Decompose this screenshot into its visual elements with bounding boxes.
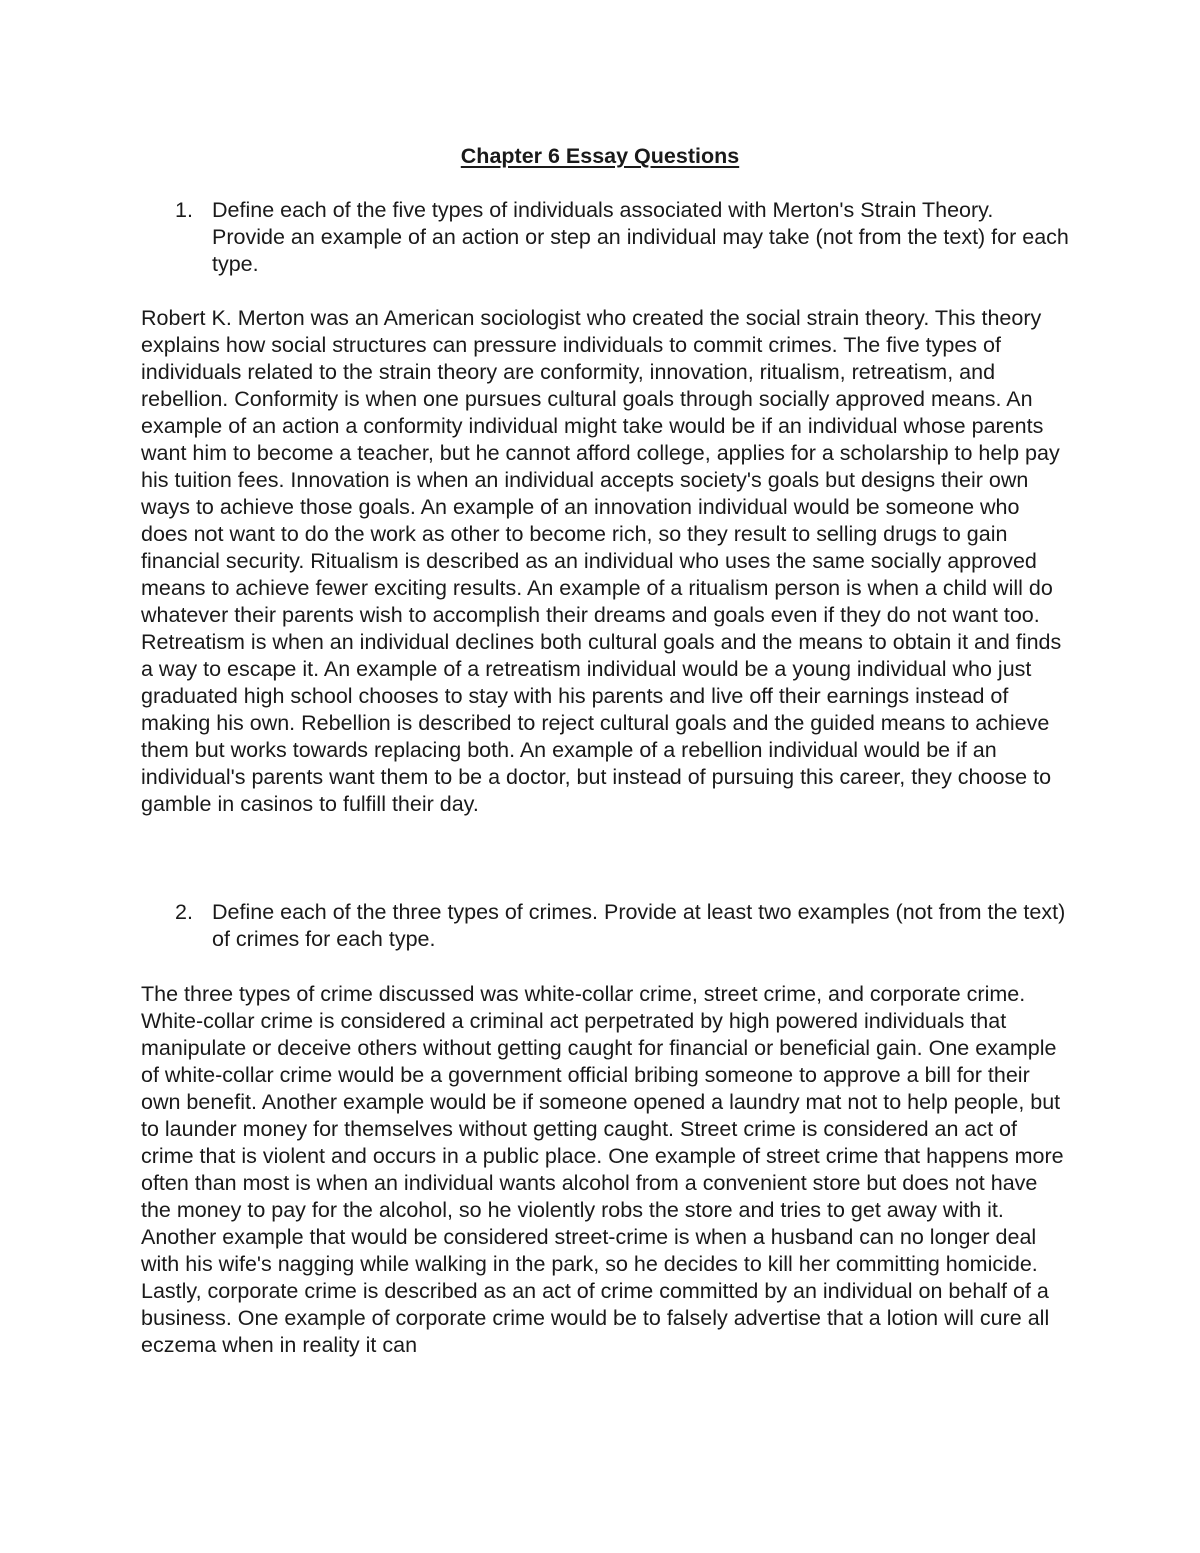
question-1 xyxy=(141,197,1071,278)
question-number: 1. xyxy=(175,198,193,222)
answer-paragraph-2: The three types of crime discussed was white-collar crime, street crime, and corporate crime. White-collar crime is considered a criminal act perpetrated by high powered individuals that manipulate or deceive others without getting caught for financial or beneficial gain. One example of white-collar crime would be a government official bribing someone to approve a bill for their own benefit. Another example would be if someone opened a laundry mat not to help people, but to launder money for themselves without getting caught. Street crime is considered an act of crime that is violent and occurs in a public place. One example of street crime that happens more often than most is when an individual wants alcohol from a convenient store but does not have the money to pay for the alcohol, so he violently robs the store and tries to get away with it. Another example that would be considered street-crime is when a husband can no longer deal with his wife's nagging while walking in the park, so he decides to kill her committing homicide. Lastly, corporate crime is described as an act of crime committed by an individual on behalf of a business. One example of corporate crime would be to falsely advertise that a lotion will cure all eczema when in reality it can xyxy=(141,982,1064,1357)
question-2 xyxy=(141,899,1071,953)
question-text: Define each of the three types of crimes. Provide at least two examples (not from the text) of crimes for each type. xyxy=(212,900,1066,951)
answer-paragraph-1: Robert K. Merton was an American sociologist who created the social strain theory. This theory explains how social structures can pressure individuals to commit crimes. The five types of individuals related to the strain theory are conformity, innovation, ritualism, retreatism, and rebellion. Conformity is when one pursues cultural goals through socially approved means. An example of an action a conformity individual might take would be if an individual whose parents want him to become a teacher, but he cannot afford college, applies for a scholarship to help pay his tuition fees. Innovation is when an individual accepts society's goals but designs their own ways to achieve those goals. An example of an innovation individual would be someone who does not want to do the work as other to become rich, so they result to selling drugs to gain financial security. Ritualism is described as an individual who uses the same socially approved means to achieve fewer exciting results. An example of a ritualism person is when a child will do whatever their parents wish to accomplish their dreams and goals even if they do not want too. Retreatism is when an individual declines both cultural goals and the means to obtain it and finds a way to escape it. An example of a retreatism individual would be a young individual who just graduated high school chooses to stay with his parents and live off their earnings instead of making his own. Rebellion is described to reject cultural goals and the guided means to achieve them but works towards replacing both. An example of a rebellion individual would be if an individual's parents want them to be a doctor, but instead of pursuing this career, they choose to gamble in casinos to fulfill their day. xyxy=(141,306,1062,816)
question-number: 2. xyxy=(175,900,193,924)
document-title: Chapter 6 Essay Questions xyxy=(460,144,740,168)
question-text: Define each of the five types of individuals associated with Merton's Strain Theory. Provide an example of an action or step an individual may take (not from the text) for each type. xyxy=(212,198,1069,276)
